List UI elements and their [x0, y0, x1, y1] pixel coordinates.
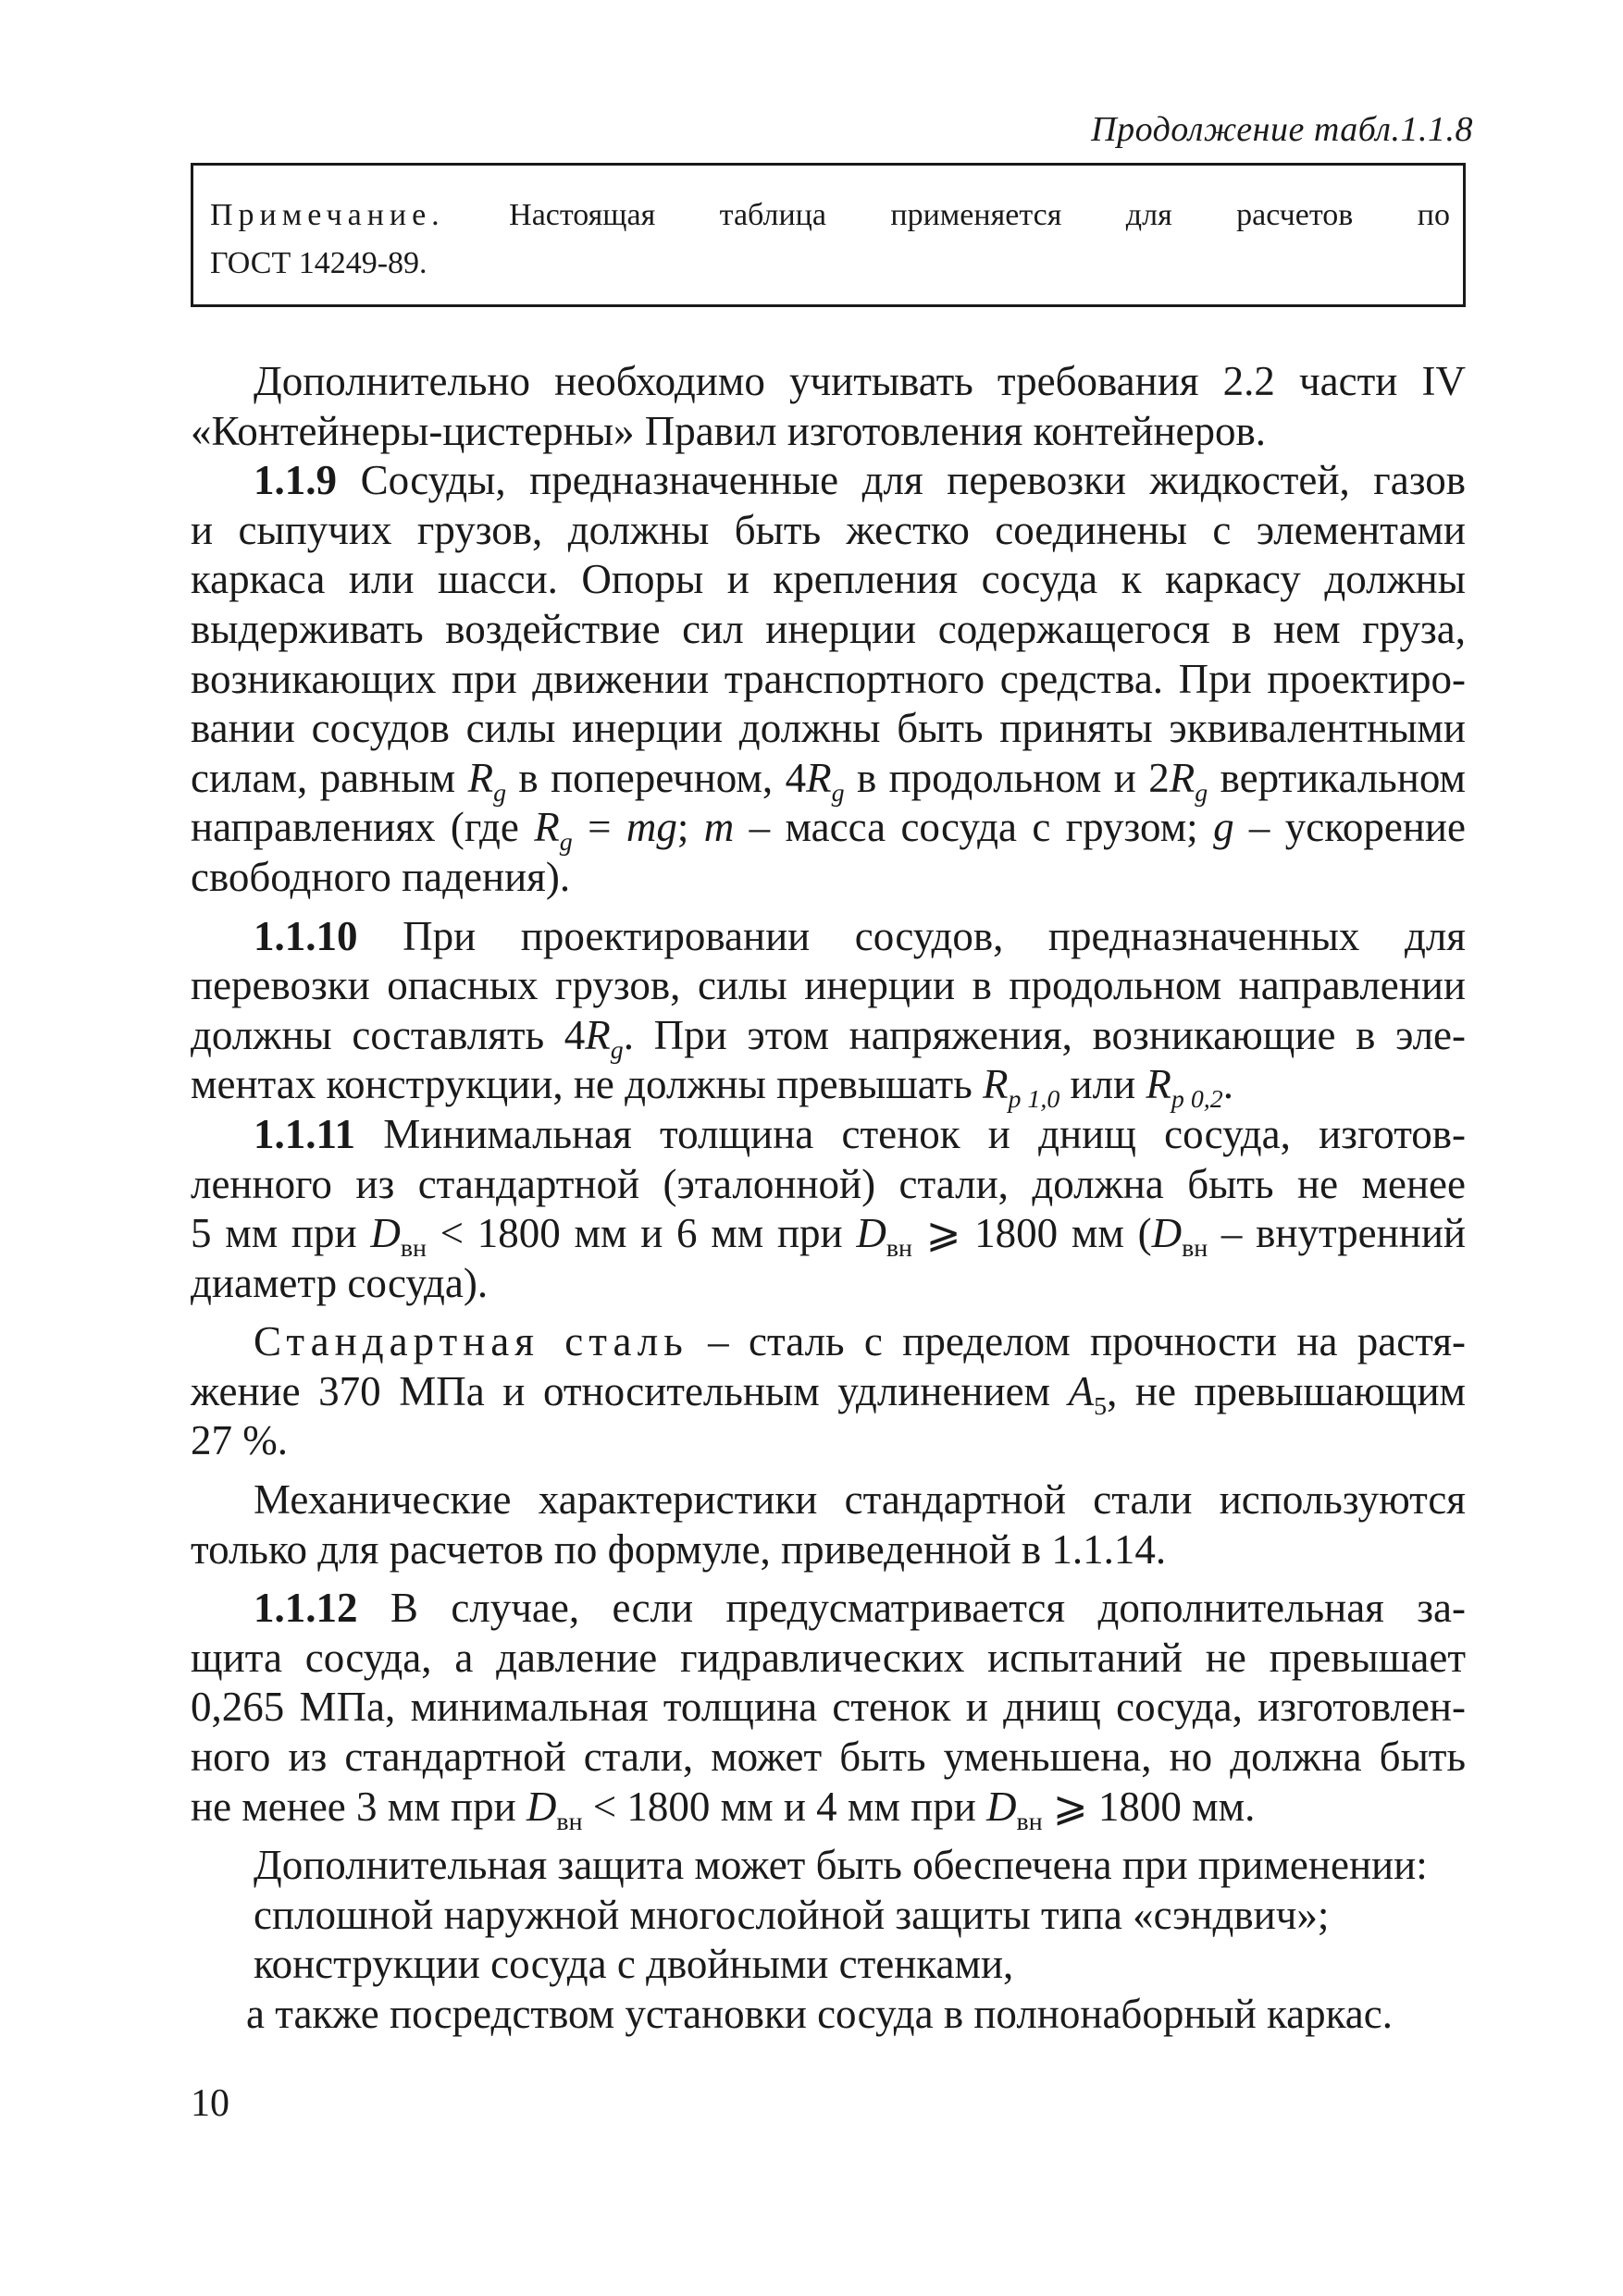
pextra-line-4: а также посредством установки сосуда в полнонаборный каркас.: [246, 1991, 1393, 2037]
pextra-line-1: Дополнительная защита может быть обеспечена при применении:: [254, 1842, 1428, 1889]
running-head: Продолжение табл.1.1.8: [1091, 110, 1473, 149]
p1110-line-1: [191, 912, 1466, 962]
note-line-2: ГОСТ 14249-89.: [210, 246, 427, 280]
term-standard-steel: Стандартная сталь: [254, 1318, 688, 1365]
p119-l7d: вертикальном: [1208, 754, 1466, 801]
p119-line-6: вании сосудов силы инерции должны быть приняты эквивалентными: [191, 705, 1466, 752]
p119-text-1: Сосуды, предназначенные для перевозки жидкостей, газов: [337, 457, 1466, 504]
subscript-g: g: [1195, 778, 1208, 808]
p1110-l4b: или: [1059, 1061, 1146, 1108]
p1110-l3b: . При этом напряжения, возникающие в эле-: [623, 1011, 1466, 1058]
subscript-g: g: [493, 778, 507, 808]
p1112-line-3: 0,265 МПа, минимальная толщина стенок и днищ сосуда, изготовлен-: [191, 1684, 1466, 1731]
para1-line-2: «Контейнеры-цистерны» Правил изготовления контейнеров.: [191, 407, 1267, 454]
p1110-l4c: .: [1222, 1061, 1233, 1108]
symbol-g: g: [1213, 804, 1234, 851]
p1110-line-4: [191, 1060, 1466, 1115]
subscript-p10: p 1,0: [1008, 1085, 1060, 1115]
subscript-vn: вн: [1016, 1807, 1043, 1836]
symbol-R: R: [1169, 754, 1196, 801]
p1112-line-4: ного из стандартной стали, может быть уменьшена, но должна быть: [191, 1734, 1466, 1781]
symbol-D: D: [370, 1210, 401, 1257]
page-number: 10: [191, 2082, 229, 2125]
p119-line-9: свободного падения).: [191, 853, 571, 900]
p119-l8e: – ускорение: [1233, 804, 1466, 851]
p119-line-5: возникающих при движении транспортного средства. При проектиро-: [191, 655, 1466, 702]
symbol-A: A: [1068, 1367, 1095, 1414]
subscript-vn: вн: [400, 1233, 427, 1263]
pmech-line-2: только для расчетов по формуле, приведенной в 1.1.14.: [191, 1525, 1167, 1573]
symbol-R: R: [585, 1011, 611, 1058]
p119-line-4: выдерживать воздействие сил инерции содержащегося в нем груза,: [191, 605, 1466, 652]
subscript-g: g: [831, 778, 845, 808]
p119-l7b: в поперечном, 4: [506, 754, 807, 801]
p1111-line-4: диаметр сосуда).: [191, 1259, 489, 1306]
clause-number-1-1-11: 1.1.11: [254, 1110, 356, 1157]
subscript-vn: вн: [886, 1233, 912, 1263]
symbol-R: R: [983, 1061, 1009, 1108]
symbol-R: R: [1146, 1061, 1171, 1108]
p119-l8c: ;: [676, 804, 704, 851]
p1110-text-1: При проектировании сосудов, предназначенных для: [357, 912, 1466, 959]
note-line-1: [210, 191, 1450, 240]
symbol-m: m: [703, 804, 735, 851]
p119-l8a: направлениях (где: [191, 804, 535, 851]
subscript-5: 5: [1094, 1391, 1108, 1421]
subscript-g: g: [559, 828, 573, 858]
note-text-1: Настоящая таблица применяется для расчетов по: [509, 198, 1450, 232]
symbol-mg: mg: [626, 804, 677, 851]
symbol-D: D: [526, 1783, 557, 1830]
p1112-line-1: [191, 1584, 1466, 1634]
symbol-D: D: [856, 1210, 886, 1257]
p119-line-2: и сыпучих грузов, должны быть жестко соединены с элементами: [191, 506, 1466, 553]
symbol-R: R: [806, 754, 832, 801]
p119-l8d: – масса сосуда с грузом;: [734, 804, 1214, 851]
clause-number-1-1-12: 1.1.12: [254, 1585, 358, 1632]
symbol-D: D: [986, 1783, 1017, 1830]
p1111-line-3: [191, 1209, 1466, 1263]
pstd-line-1: [191, 1317, 1466, 1367]
p1111-line-2: ленного из стандартной (эталонной) стали, должна быть не менее: [191, 1160, 1466, 1207]
p1112-l5c: ⩾ 1800 мм.: [1042, 1783, 1256, 1830]
p1111-l3d: – внутренний: [1208, 1210, 1466, 1257]
p1110-l3a: должны составлять 4: [191, 1011, 586, 1058]
subscript-vn: вн: [1182, 1233, 1208, 1263]
pstd-text-1: – сталь с пределом прочности на растя-: [688, 1318, 1466, 1365]
symbol-D: D: [1151, 1210, 1183, 1257]
pstd-line-2: [191, 1367, 1466, 1421]
p1111-l3b: < 1800 мм и 6 мм при: [426, 1210, 857, 1257]
p119-line-1: [191, 456, 1466, 506]
p1110-line-2: перевозки опасных грузов, силы инерции в продольном направлении: [191, 962, 1466, 1009]
clause-number-1-1-10: 1.1.10: [254, 912, 358, 959]
note-box: [191, 163, 1466, 307]
p1111-l3a: 5 мм при: [191, 1210, 371, 1257]
p1112-line-2: щита сосуда, а давление гидравлических испытаний не превышает: [191, 1634, 1466, 1681]
clause-number-1-1-9: 1.1.9: [254, 457, 337, 504]
p119-line-7: [191, 754, 1466, 808]
p1110-l4a: ментах конструкции, не должны превышать: [191, 1061, 983, 1108]
p119-line-8: [191, 803, 1466, 858]
subscript-vn: вн: [556, 1807, 583, 1836]
p1112-text-1: В случае, если предусматривается дополнительная за-: [357, 1585, 1466, 1632]
body-text: [191, 357, 1466, 2040]
p119-line-3: каркаса или шасси. Опоры и крепления сосуда к каркасу должны: [191, 556, 1466, 603]
p119-l7a: силам, равным: [191, 754, 468, 801]
symbol-R: R: [467, 754, 494, 801]
p119-l7c: в продольном и 2: [844, 754, 1170, 801]
symbol-R: R: [534, 804, 560, 851]
p1112-line-5: [191, 1783, 1466, 1836]
subscript-g: g: [610, 1035, 624, 1065]
pstd-line-3: 27 %.: [191, 1417, 288, 1464]
p1111-text-1: Минимальная толщина стенок и днищ сосуда, изготов-: [355, 1110, 1466, 1157]
subscript-p02: p 0,2: [1171, 1085, 1223, 1115]
pextra-line-2: сплошной наружной многослойной защиты типа «сэндвич»;: [254, 1891, 1330, 1938]
p1111-l3c: ⩾ 1800 мм (: [911, 1210, 1152, 1257]
p1112-l5b: < 1800 мм и 4 мм при: [582, 1783, 987, 1830]
p1111-line-1: [191, 1110, 1466, 1160]
pextra-line-3: конструкции сосуда с двойными стенками,: [254, 1941, 1014, 1988]
p1110-line-3: [191, 1011, 1466, 1065]
para1-line-1: Дополнительно необходимо учитывать требования 2.2 части IV: [254, 358, 1466, 404]
pmech-line-1: Механические характеристики стандартной стали используются: [254, 1476, 1466, 1524]
pstd-l2b: , не превышающим: [1107, 1367, 1466, 1414]
p1112-l5a: не менее 3 мм при: [191, 1783, 527, 1830]
p119-l8b: =: [572, 804, 626, 851]
note-label: Примечание.: [210, 198, 445, 232]
pstd-l2a: жение 370 МПа и относительным удлинением: [191, 1367, 1069, 1414]
